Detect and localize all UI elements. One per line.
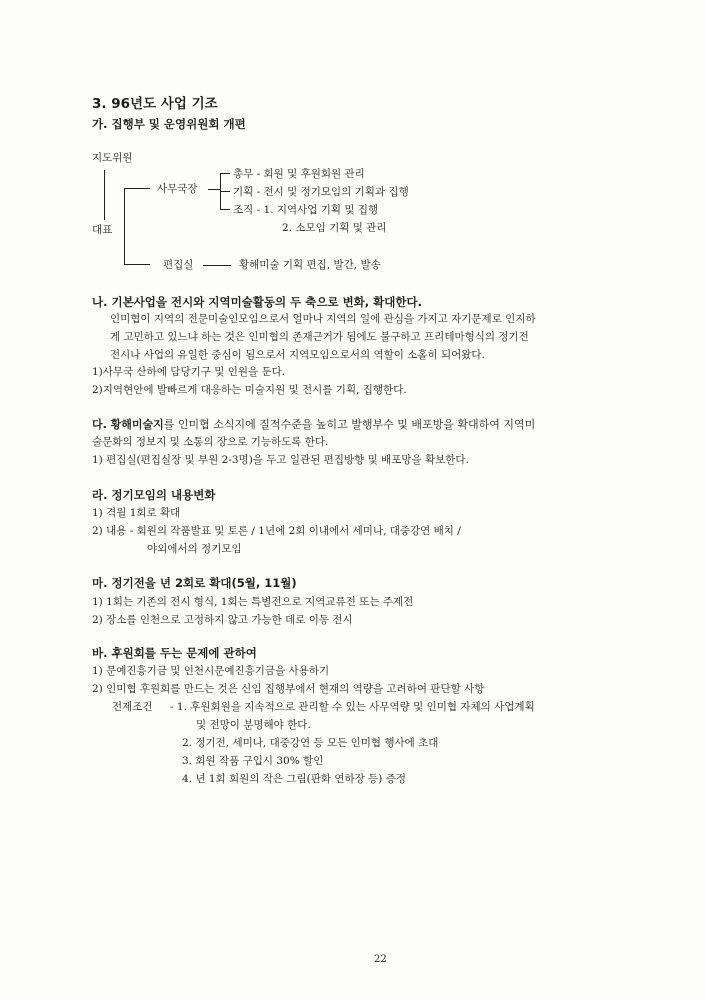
org-role-sub: 2. 소모임 기획 및 관리 [282, 222, 387, 234]
section-na-item: 1)사무국 산하에 담당기구 및 인원을 둔다. [92, 366, 286, 378]
prereq-condition: - 1. 후원회원을 지속적으로 관리할 수 있는 사무역량 및 인미협 자체의 사업계획 [170, 701, 535, 713]
prereq-condition: 2. 정기전, 세미나, 대중강연 등 모든 인미협 행사에 초대 [182, 737, 439, 749]
org-connector [220, 173, 230, 174]
org-connector [203, 265, 231, 266]
main-heading: 3. 96년도 사업 기조 [92, 96, 218, 112]
section-ra-title: 라. 정기모임의 내용변화 [92, 488, 216, 502]
section-ma-item: 2) 장소를 인천으로 고정하지 않고 가능한 데로 이동 전시 [92, 614, 353, 626]
section-da-item: 1) 편집실(편집실장 및 부원 2-3명)을 두고 일관된 편집방향 및 배포망을 확보한다. [92, 454, 469, 466]
page-number: 22 [374, 954, 387, 965]
prereq-condition: 4. 년 1회 회원의 작은 그림(판화 연하장 등) 증정 [182, 773, 407, 785]
section-ra-item: 1) 격월 1회로 확대 [92, 507, 181, 519]
section-ga-title: 가. 집행부 및 운영위원회 개편 [92, 117, 246, 131]
org-role: 조직 - 1. 지역사업 기획 및 집행 [233, 204, 379, 216]
org-role: 기획 - 전시 및 정기모임의 기획과 집행 [233, 186, 409, 198]
section-ra-item: 2) 내용 - 회원의 작품발표 및 토론 / 1년에 2회 이내에서 세미나, 대중강연 배치 / [92, 525, 461, 537]
org-connector [124, 188, 125, 264]
org-secretary: 사무국장 [157, 183, 198, 195]
org-connector [208, 189, 220, 190]
prereq-label: 전제조건 [112, 701, 153, 713]
section-ma-title: 마. 정기전을 년 2회로 확대(5월, 11월) [92, 576, 297, 590]
org-connector [124, 264, 150, 265]
org-editor-task: 황해미술 기획 편집, 발간, 발송 [239, 259, 381, 271]
section-ba-title: 바. 후원회를 두는 문제에 관하여 [92, 646, 257, 660]
org-editor-room: 편집실 [163, 259, 194, 271]
section-ba-item: 1) 문예진흥기금 및 인천시문예진흥기금을 사용하기 [92, 665, 330, 677]
org-connector [124, 188, 150, 189]
section-na-item: 2)지역현안에 발빠르게 대응하는 미술지원 및 전시를 기획, 집행한다. [92, 384, 407, 396]
section-da-title-rest: 를 인미협 소식지에 질적수준을 높히고 발행부수 및 배포방을 확대하여 지역미 [163, 418, 536, 431]
prereq-condition: 및 전망이 분명해야 한다. [196, 719, 311, 731]
section-na-para: 전시나 사업의 유일한 중심이 됨으로서 지역모임으로서의 역할이 소홀히 되어왔다. [110, 349, 485, 361]
section-na-para: 인미협이 지역의 전문미술인모임으로서 얼마나 지역의 일에 관심을 가지고 자기문제로 인지하 [110, 313, 536, 325]
org-connector [220, 191, 230, 192]
prereq-condition: 3. 회원 작품 구입시 30% 할인 [182, 755, 324, 767]
org-role: 총무 - 회원 및 후원회원 관리 [233, 168, 365, 180]
section-na-title: 나. 기본사업을 전시와 지역미술활동의 두 축으로 변화, 확대한다. [92, 295, 422, 309]
section-ra-item-cont: 야외에서의 정기모임 [147, 543, 242, 555]
section-ma-item: 1) 1회는 기존의 전시 형식, 1회는 특별전으로 지역교류전 또는 주제전 [92, 596, 414, 608]
org-rep: 대표 [92, 224, 113, 236]
section-da-line: 술문화의 정보지 및 소통의 장으로 기능하도록 한다. [92, 436, 329, 448]
section-ba-item: 2) 인미협 후원회를 만드는 것은 신임 집행부에서 현재의 역량을 고려하여 판단할 사항 [92, 683, 485, 695]
org-connector [220, 209, 230, 210]
org-connector [104, 170, 105, 220]
section-da-title [92, 416, 535, 432]
section-da-title-bold: 다. 황해미술지 [92, 418, 164, 431]
section-na-para: 게 고민하고 있느냐 하는 것은 인미협의 존재근거가 됨에도 불구하고 프리테마형식의 정기전 [110, 331, 529, 343]
org-advisor: 지도위원 [92, 152, 133, 164]
